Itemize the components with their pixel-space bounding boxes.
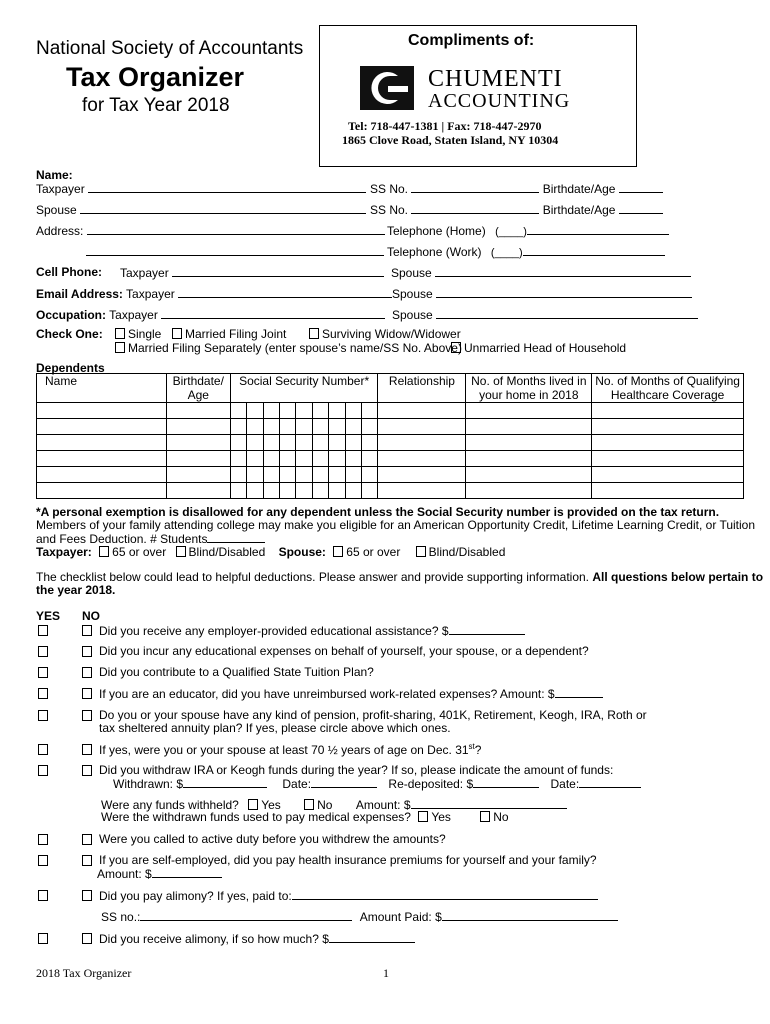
- occupation-taxpayer-field[interactable]: [161, 307, 385, 319]
- spouse-label: Spouse: [392, 308, 433, 322]
- q7-withdrawn-row: [113, 776, 641, 791]
- medical-no[interactable]: [480, 810, 508, 824]
- dependent-cell[interactable]: [230, 403, 378, 419]
- dependents-heading: Dependents: [36, 361, 105, 375]
- spouse-ssn-row: [370, 202, 663, 217]
- dependent-cell[interactable]: [37, 403, 167, 419]
- dependent-cell[interactable]: [37, 483, 167, 499]
- q2: Did you incur any educational expenses on behalf of yourself, your spouse, or a dependent?: [99, 644, 589, 658]
- dependent-cell[interactable]: [466, 435, 592, 451]
- withheld-label: Were any funds withheld?: [101, 798, 239, 812]
- q10: [99, 888, 598, 903]
- company-phone: Tel: 718-447-1381 | Fax: 718-447-2970: [348, 119, 542, 133]
- q4-amount-field[interactable]: [555, 686, 603, 698]
- spouse-blind[interactable]: [416, 545, 506, 559]
- tel-work-row: [387, 244, 665, 259]
- company-name-line2: ACCOUNTING: [428, 90, 571, 112]
- spouse-row: [36, 202, 366, 217]
- status-65-row: [36, 545, 505, 559]
- q6: [99, 742, 481, 757]
- q8: Were you called to active duty before you withdrew the amounts?: [99, 832, 446, 846]
- address-row: [36, 223, 385, 238]
- dependent-cell[interactable]: [466, 403, 592, 419]
- dependent-cell[interactable]: [592, 451, 744, 467]
- yes-checkbox-icon[interactable]: [38, 646, 48, 657]
- date-label: Date:: [550, 777, 580, 791]
- taxpayer-65[interactable]: [99, 545, 166, 559]
- col-months-home: No. of Months lived in your home in 2018: [466, 374, 592, 403]
- dependent-cell[interactable]: [592, 435, 744, 451]
- birthdate-label: Birthdate/Age: [542, 203, 616, 217]
- q3: Did you contribute to a Qualified State Tuition Plan?: [99, 665, 374, 679]
- company-address: 1865 Clove Road, Staten Island, NY 10304: [342, 133, 559, 147]
- redeposited-amount-field[interactable]: [473, 776, 539, 788]
- filing-single[interactable]: [115, 327, 161, 341]
- dependent-cell[interactable]: [230, 419, 378, 435]
- taxpayer-ssn-field[interactable]: [411, 181, 539, 193]
- dependent-cell[interactable]: [166, 483, 230, 499]
- college-note-line1: Members of your family attending college may make you eligible for an American Opportunity Credit, Lifetime Learning Credit, or Tuition: [36, 518, 756, 532]
- blind-label: Blind/Disabled: [188, 545, 266, 559]
- q6-text: If yes, were you or your spouse at least 70 ½ years of age on Dec. 31: [99, 743, 469, 757]
- q4: [99, 686, 603, 701]
- email-taxpayer-field[interactable]: [178, 286, 392, 298]
- withdrawn-label: Withdrawn: $: [113, 777, 184, 791]
- tel-home-row: [387, 223, 669, 238]
- dependent-cell[interactable]: [466, 467, 592, 483]
- redeposited-label: Re-deposited: $: [388, 777, 474, 791]
- over65-label: 65 or over: [112, 545, 167, 559]
- amount-label: Amount: $: [355, 798, 411, 812]
- yes-checkbox-icon[interactable]: [38, 744, 48, 755]
- col-months-healthcare: No. of Months of Qualifying Healthcare Coverage: [592, 374, 744, 403]
- company-name-line1: CHUMENTI: [428, 66, 563, 92]
- q5-line2: tax sheltered annuity plan? If yes, please circle above which ones.: [99, 721, 451, 735]
- address-field-1[interactable]: [87, 223, 385, 235]
- dependent-cell[interactable]: [466, 419, 592, 435]
- filing-widow-label: Surviving Widow/Widower: [322, 327, 461, 341]
- dependent-cell[interactable]: [466, 451, 592, 467]
- spouse-birthdate-field[interactable]: [619, 202, 663, 214]
- spouse-label: Spouse: [391, 266, 432, 280]
- tel-home-label: Telephone (Home): [387, 224, 486, 238]
- redeposited-date-field[interactable]: [579, 776, 641, 788]
- q11-text: Did you receive alimony, if so how much? $: [99, 932, 329, 946]
- dependent-cell[interactable]: [37, 467, 167, 483]
- withheld-amount-field[interactable]: [411, 797, 567, 809]
- dependent-cell[interactable]: [166, 467, 230, 483]
- medical-yes[interactable]: [418, 810, 451, 824]
- checkbox-icon[interactable]: [99, 546, 109, 557]
- checkbox-icon[interactable]: [418, 811, 428, 822]
- spouse-status-label: Spouse:: [278, 545, 326, 559]
- dependent-cell[interactable]: [166, 435, 230, 451]
- cell-taxpayer-field[interactable]: [172, 265, 384, 277]
- blind-label: Blind/Disabled: [428, 545, 506, 559]
- filing-mfs[interactable]: [115, 341, 462, 355]
- yes-checkbox-icon[interactable]: [38, 855, 48, 866]
- dependents-table: [36, 373, 744, 499]
- compliments-box: [319, 25, 637, 167]
- q6-sup: st: [468, 742, 475, 751]
- q1-amount-field[interactable]: [449, 623, 525, 635]
- q7: Did you withdraw IRA or Keogh funds during the year? If so, please indicate the amount of funds:: [99, 763, 614, 777]
- tel-work-area[interactable]: (____): [490, 247, 523, 259]
- date-label: Date:: [282, 777, 312, 791]
- checkbox-icon[interactable]: [480, 811, 490, 822]
- medical-label: Were the withdrawn funds used to pay medical expenses?: [101, 810, 411, 824]
- check-one-label: Check One:: [36, 327, 103, 341]
- filing-mfs-label: Married Filing Separately (enter spouse’s name/SS No. Above): [128, 341, 462, 355]
- no-checkbox-icon[interactable]: [82, 710, 92, 721]
- dependent-cell[interactable]: [378, 483, 466, 499]
- no-checkbox-icon[interactable]: [82, 834, 92, 845]
- dependent-cell[interactable]: [37, 419, 167, 435]
- dependent-cell[interactable]: [230, 451, 378, 467]
- yes-checkbox-icon[interactable]: [38, 933, 48, 944]
- taxpayer-ssn-row: [370, 181, 663, 196]
- checklist-intro: [36, 570, 763, 584]
- dependent-cell[interactable]: [378, 403, 466, 419]
- amount-paid-label: Amount Paid: $: [359, 910, 442, 924]
- tel-work-label: Telephone (Work): [387, 245, 482, 259]
- checkbox-icon[interactable]: [172, 328, 182, 339]
- cell-spouse-field[interactable]: [435, 265, 691, 277]
- checklist-intro-text: The checklist below could lead to helpful deductions. Please answer and provide supporting information.: [36, 570, 589, 584]
- filing-single-label: Single: [128, 327, 162, 341]
- filing-hoh[interactable]: [451, 341, 626, 355]
- checkbox-icon[interactable]: [115, 328, 125, 339]
- spouse-name-field[interactable]: [80, 202, 366, 214]
- no-label: No: [493, 810, 509, 824]
- dependent-cell[interactable]: [592, 419, 744, 435]
- dependent-cell[interactable]: [37, 451, 167, 467]
- cell-taxpayer-row: [120, 265, 384, 280]
- page-title: Tax Organizer: [66, 62, 245, 92]
- taxpayer-status-label: Taxpayer:: [36, 545, 92, 559]
- table-row: [37, 483, 744, 499]
- no-checkbox-icon[interactable]: [82, 890, 92, 901]
- ss-no-label: SS no.:: [101, 910, 141, 924]
- no-label: No: [317, 798, 333, 812]
- no-checkbox-icon[interactable]: [82, 625, 92, 636]
- name-label: Name:: [36, 168, 73, 182]
- table-row: [37, 403, 744, 419]
- taxpayer-row: [36, 181, 366, 196]
- email-spouse-row: [392, 286, 692, 301]
- q9-amount-label: Amount: $: [97, 867, 152, 881]
- tel-home-field[interactable]: [527, 223, 669, 235]
- email-label: Email Address:: [36, 287, 123, 301]
- email-spouse-field[interactable]: [436, 286, 692, 298]
- dependent-cell[interactable]: [592, 483, 744, 499]
- address-field-2[interactable]: [86, 244, 384, 256]
- yes-label: Yes: [431, 810, 451, 824]
- filing-mfj[interactable]: [172, 327, 286, 341]
- taxpayer-name-field[interactable]: [88, 181, 366, 193]
- checkbox-icon[interactable]: [304, 799, 314, 810]
- yes-checkbox-icon[interactable]: [38, 667, 48, 678]
- taxpayer-label: Taxpayer: [36, 182, 85, 196]
- checklist-intro-line2: the year 2018.: [36, 583, 116, 597]
- withdrawn-amount-field[interactable]: [183, 776, 267, 788]
- alimony-paid-to-field[interactable]: [292, 888, 598, 900]
- checkbox-icon[interactable]: [115, 342, 125, 353]
- table-row: [37, 451, 744, 467]
- q11-amount-field[interactable]: [329, 931, 415, 943]
- alimony-amount-field[interactable]: [442, 909, 618, 921]
- q9-amount-field[interactable]: [152, 866, 222, 878]
- occupation-row: [36, 307, 385, 322]
- over65-label: 65 or over: [346, 545, 401, 559]
- dependent-cell[interactable]: [166, 451, 230, 467]
- occupation-label: Occupation:: [36, 308, 107, 322]
- yes-checkbox-icon[interactable]: [38, 625, 48, 636]
- alimony-ssn-field[interactable]: [140, 909, 352, 921]
- dependent-cell[interactable]: [230, 483, 378, 499]
- col-relationship: Relationship: [378, 374, 466, 403]
- dependent-cell[interactable]: [230, 467, 378, 483]
- withdrawn-date-field[interactable]: [311, 776, 377, 788]
- students-count-field[interactable]: [207, 531, 265, 543]
- col-ssn: Social Security Number*: [230, 374, 378, 403]
- exemption-note: *A personal exemption is disallowed for any dependent unless the Social Security number is provided on the tax return.: [36, 505, 720, 519]
- occupation-spouse-row: [392, 307, 698, 322]
- checkbox-icon[interactable]: [416, 546, 426, 557]
- q4-text: If you are an educator, did you have unreimbursed work-related expenses? Amount: $: [99, 687, 555, 701]
- yes-checkbox-icon[interactable]: [38, 710, 48, 721]
- compliments-heading: Compliments of:: [408, 32, 535, 49]
- address-label: Address:: [36, 224, 84, 238]
- college-note-line2: [36, 531, 265, 546]
- dependent-cell[interactable]: [378, 419, 466, 435]
- dependent-cell[interactable]: [378, 451, 466, 467]
- taxpayer-blind[interactable]: [176, 545, 266, 559]
- q10-ss-row: [101, 909, 618, 924]
- spouse-ssn-field[interactable]: [411, 202, 539, 214]
- no-checkbox-icon[interactable]: [82, 933, 92, 944]
- occupation-spouse-field[interactable]: [436, 307, 698, 319]
- taxpayer-label: Taxpayer: [109, 308, 158, 322]
- yes-checkbox-icon[interactable]: [38, 688, 48, 699]
- checklist-intro-bold: All questions below pertain to: [592, 570, 764, 584]
- college-note-text: and Fees Deduction. # Students: [36, 532, 208, 546]
- spouse-65[interactable]: [333, 545, 400, 559]
- filing-mfj-label: Married Filing Joint: [185, 327, 287, 341]
- taxpayer-label: Taxpayer: [120, 266, 169, 280]
- checkbox-icon[interactable]: [248, 799, 258, 810]
- address-row-2: [86, 244, 384, 259]
- q1: [99, 623, 525, 638]
- dependent-cell[interactable]: [592, 403, 744, 419]
- dependent-cell[interactable]: [378, 467, 466, 483]
- page-number: 1: [383, 966, 389, 980]
- filing-hoh-label: Unmarried Head of Household: [464, 341, 627, 355]
- table-row: [37, 467, 744, 483]
- yes-checkbox-icon[interactable]: [38, 765, 48, 776]
- dependent-cell[interactable]: [166, 419, 230, 435]
- dependent-cell[interactable]: [592, 467, 744, 483]
- dependent-cell[interactable]: [466, 483, 592, 499]
- no-checkbox-icon[interactable]: [82, 855, 92, 866]
- yes-header: YES: [36, 609, 61, 623]
- q5-line1: Do you or your spouse have any kind of pension, profit-sharing, 401K, Retirement, Keogh, IRA, Roth or: [99, 708, 647, 722]
- dependent-cell[interactable]: [166, 403, 230, 419]
- no-checkbox-icon[interactable]: [82, 646, 92, 657]
- dependent-cell[interactable]: [37, 435, 167, 451]
- yes-checkbox-icon[interactable]: [38, 890, 48, 901]
- cell-phone-label: Cell Phone:: [36, 265, 103, 279]
- ssn-label: SS No.: [370, 203, 409, 217]
- checkbox-icon[interactable]: [333, 546, 343, 557]
- spouse-label: Spouse: [36, 203, 77, 217]
- page-subtitle: for Tax Year 2018: [82, 95, 230, 116]
- no-checkbox-icon[interactable]: [82, 765, 92, 776]
- no-checkbox-icon[interactable]: [82, 667, 92, 678]
- cell-spouse-row: [391, 265, 691, 280]
- dependent-cell[interactable]: [230, 435, 378, 451]
- table-row: [37, 419, 744, 435]
- yes-label: Yes: [261, 798, 281, 812]
- checkbox-icon[interactable]: [309, 328, 319, 339]
- q9: If you are self-employed, did you pay health insurance premiums for yourself and your family?: [99, 853, 597, 867]
- spouse-label: Spouse: [392, 287, 433, 301]
- no-header: NO: [82, 609, 100, 623]
- q6-end: ?: [474, 743, 482, 757]
- q9-amount-row: [97, 866, 222, 881]
- taxpayer-birthdate-field[interactable]: [619, 181, 663, 193]
- q1-text: Did you receive any employer-provided educational assistance? $: [99, 624, 449, 638]
- birthdate-label: Birthdate/Age: [542, 182, 616, 196]
- taxpayer-label: Taxpayer: [126, 287, 175, 301]
- chumenti-logo-icon: [360, 66, 414, 110]
- tel-home-area[interactable]: (____): [495, 226, 527, 238]
- org-name: National Society of Accountants: [36, 38, 304, 59]
- table-row: [37, 435, 744, 451]
- yes-checkbox-icon[interactable]: [38, 834, 48, 845]
- ssn-label: SS No.: [370, 182, 409, 196]
- q10-text: Did you pay alimony? If yes, paid to:: [99, 889, 292, 903]
- email-row: [36, 286, 392, 301]
- checkbox-icon[interactable]: [451, 342, 461, 353]
- col-birthdate: Birthdate/ Age: [166, 374, 230, 403]
- filing-widow[interactable]: [309, 327, 461, 341]
- footer-title: 2018 Tax Organizer: [36, 966, 132, 980]
- col-name: Name: [37, 374, 167, 403]
- checkbox-icon[interactable]: [176, 546, 186, 557]
- q7-medical-row: [101, 810, 509, 824]
- tel-work-field[interactable]: [523, 244, 665, 256]
- no-checkbox-icon[interactable]: [82, 744, 92, 755]
- dependent-cell[interactable]: [378, 435, 466, 451]
- no-checkbox-icon[interactable]: [82, 688, 92, 699]
- q11: [99, 931, 415, 946]
